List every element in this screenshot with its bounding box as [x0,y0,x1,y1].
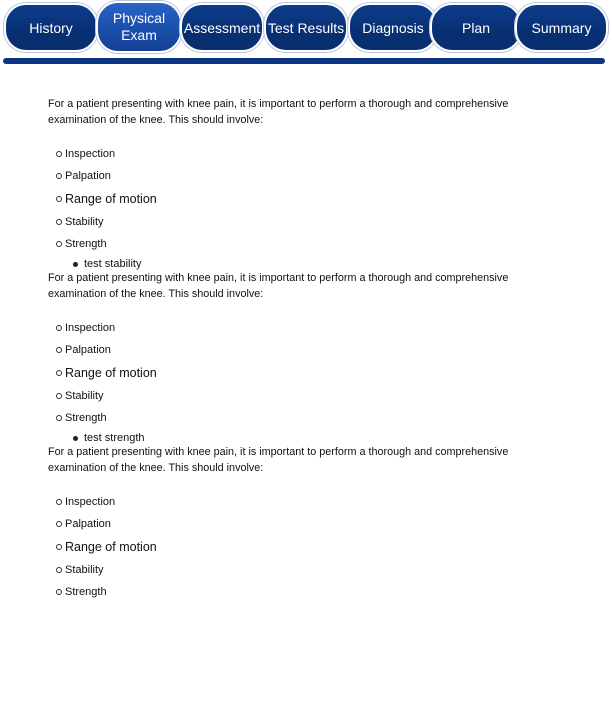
circle-bullet-icon [56,196,62,202]
tab-physical-exam[interactable] [96,1,182,53]
list-item [56,211,568,233]
note-label: test strength [84,432,145,444]
item-label: Range of motion [65,366,157,380]
section-intro: For a patient presenting with knee pain, it is important to perform a thorough and comprehensive examination of the knee. This should involve: [48,272,509,300]
circle-bullet-icon [56,241,62,247]
section-intro: For a patient presenting with knee pain, it is important to perform a thorough and comprehensive examination of the knee. This should involve: [48,98,509,126]
item-label: Stability [65,564,104,576]
tab-plan[interactable] [430,3,522,52]
circle-bullet-icon [56,370,62,376]
section-note [73,431,568,445]
exam-item-list [48,317,568,429]
dot-bullet-icon [73,262,78,267]
item-label: Range of motion [65,540,157,554]
tab-diagnosis-label: Diagnosis [362,19,424,36]
list-item [56,407,568,429]
list-item [56,165,568,187]
circle-bullet-icon [56,325,62,331]
tab-bar [0,0,612,66]
item-label: Inspection [65,148,116,160]
circle-bullet-icon [56,393,62,399]
tab-assessment-label: Assessment [183,19,261,36]
exam-item-list [48,491,568,603]
item-label: Stability [65,216,104,228]
circle-bullet-icon [56,219,62,225]
list-item [56,559,568,581]
tab-plan-label: Plan [461,19,491,36]
exam-section [48,271,568,445]
item-label: Inspection [65,322,116,334]
list-item [56,385,568,407]
list-item [56,491,568,513]
item-label: Strength [65,586,107,598]
circle-bullet-icon [56,173,62,179]
tab-summary-label: Summary [531,19,592,36]
exam-content [48,97,568,603]
tab-test-results[interactable] [264,3,348,52]
list-item [56,361,568,385]
list-item [56,513,568,535]
circle-bullet-icon [56,347,62,353]
item-label: Inspection [65,496,116,508]
list-item [56,581,568,603]
item-label: Stability [65,390,104,402]
tab-physical-exam-line2: Exam [121,27,157,43]
item-label: Strength [65,238,107,250]
list-item [56,187,568,211]
list-item [56,535,568,559]
circle-bullet-icon [56,521,62,527]
exam-section [48,97,568,271]
exam-item-list [48,143,568,255]
tab-assessment[interactable] [180,3,264,52]
circle-bullet-icon [56,151,62,157]
circle-bullet-icon [56,567,62,573]
exam-section [48,445,568,603]
tab-test-results-label: Test Results [267,19,345,36]
circle-bullet-icon [56,415,62,421]
tab-diagnosis[interactable] [348,3,438,52]
tab-history[interactable] [4,3,98,52]
note-label: test stability [84,258,142,270]
dot-bullet-icon [73,436,78,441]
item-label: Range of motion [65,192,157,206]
list-item [56,339,568,361]
item-label: Strength [65,412,107,424]
circle-bullet-icon [56,589,62,595]
item-label: Palpation [65,518,111,530]
item-label: Palpation [65,170,111,182]
section-intro: For a patient presenting with knee pain, it is important to perform a thorough and comprehensive examination of the knee. This should involve: [48,446,509,474]
circle-bullet-icon [56,544,62,550]
tab-underline-bar [3,58,605,64]
tab-physical-exam-line1: Physical [112,10,166,26]
section-note [73,257,568,271]
tab-physical-exam-label [113,10,165,44]
list-item [56,143,568,165]
circle-bullet-icon [56,499,62,505]
tab-summary[interactable] [515,3,608,52]
item-label: Palpation [65,344,111,356]
list-item [56,317,568,339]
tab-history-label: History [29,19,73,36]
list-item [56,233,568,255]
